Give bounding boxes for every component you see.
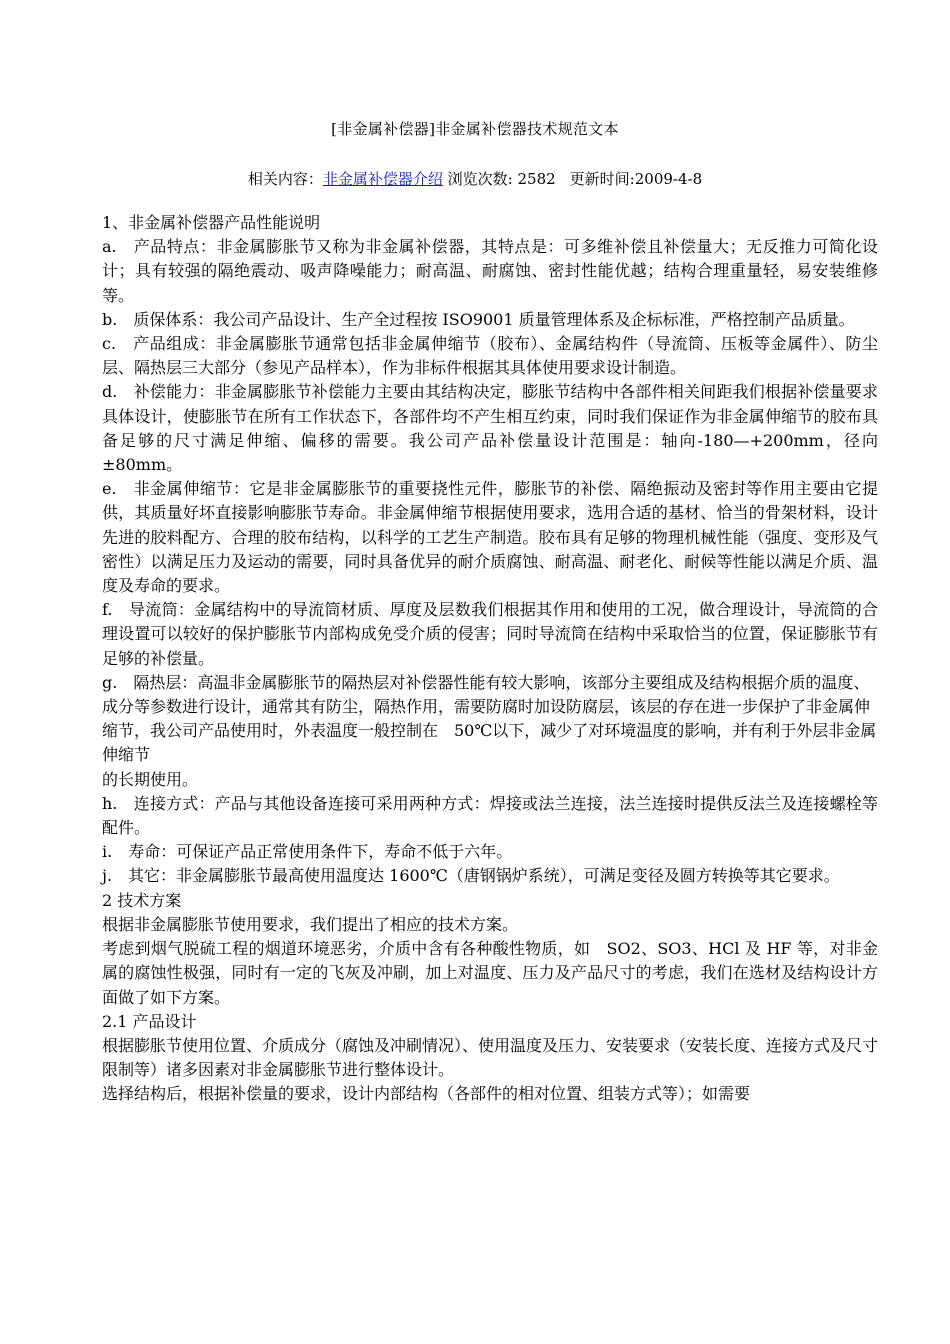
section-heading-2-1: 2.1 产品设计 [102, 1011, 197, 1031]
paragraph-g: g. 隔热层：高温非金属膨胀节的隔热层对补偿器性能有较大影响，该部分主要组成及结构根据介质的温度、成分等参数进行设计，通常其有防尘，隔热作用，需要防腐时加设防腐层，该层的存在进一步保护了非金属伸缩节，我公司产品使用时，外表温度一般控制在 50℃以下，减少了对环境温度的影响，并有利于外层非金属伸缩节 [102, 672, 877, 765]
paragraph-a: a. 产品特点：非金属膨胀节又称为非金属补偿器，其特点是：可多维补偿且补偿量大；无反推力可简化设计；具有较强的隔绝震动、吸声降噪能力；耐高温、耐腐蚀、密封性能优越；结构合理重量轻，易安装维修等。 [102, 237, 878, 305]
paragraph-d: d. 补偿能力：非金属膨胀节补偿能力主要由其结构决定，膨胀节结构中各部件相关间距我们根据补偿量要求具体设计，使膨胀节在所有工作状态下，各部件均不产生相互约束，同时我们保证作为非金属伸缩节的胶布具备足够的尺寸满足伸缩、偏移的需要。我公司产品补偿量设计范围是：轴向-180—+200mm，径向±80mm。 [102, 382, 878, 475]
paragraph-b: b. 质保体系：我公司产品设计、生产全过程按 ISO9001 质量管理体系及企标标准，严格控制产品质量。 [102, 309, 855, 329]
paragraph-j: j. 其它：非金属膨胀节最高使用温度达 1600℃（唐钢锅炉系统），可满足变径及圆方转换等其它要求。 [102, 866, 840, 886]
paragraph-h: h. 连接方式：产品与其他设备连接可采用两种方式：焊接或法兰连接，法兰连接时提供反法兰及连接螺栓等配件。 [102, 793, 878, 838]
paragraph-g-continued: 的长期使用。 [102, 769, 199, 789]
paragraph-2-environment: 考虑到烟气脱硫工程的烟道环境恶劣，介质中含有各种酸性物质，如 SO2、SO3、HCl 及 HF 等，对非金属的腐蚀性极强，同时有一定的飞灰及冲刷，加上对温度、压力及产品尺寸的考虑，我们在选材及结构设计方面做了如下方案。 [102, 939, 878, 1007]
update-time: 更新时间:2009-4-8 [569, 170, 703, 188]
document-meta [0, 169, 950, 189]
related-link[interactable]: 非金属补偿器介绍 [322, 170, 443, 188]
document-title: [非金属补偿器]非金属补偿器技术规范文本 [331, 120, 619, 138]
paragraph-c: c. 产品组成：非金属膨胀节通常包括非金属伸缩节（胶布）、金属结构件（导流筒、压板等金属件）、防尘层、隔热层三大部分（参见产品样本），作为非标件根据其具体使用要求设计制造。 [102, 334, 878, 378]
paragraph-e: e. 非金属伸缩节：它是非金属膨胀节的重要挠性元件，膨胀节的补偿、隔绝振动及密封等作用主要由它提供，其质量好坏直接影响膨胀节寿命。非金属伸缩节根据使用要求，选用合适的基材、恰当的骨架材料，设计先进的胶料配方、合理的胶布结构，以科学的工艺生产制造。胶布具有足够的物理机械性能（强度、变形及气密性）以满足压力及运动的需要，同时具备优异的耐介质腐蚀、耐高温、耐老化、耐候等性能以满足介质、温度及寿命的要求。 [102, 479, 878, 596]
related-label: 相关内容： [247, 170, 323, 188]
document-body [102, 211, 878, 1107]
paragraph-i: i. 寿命：可保证产品正常使用条件下，寿命不低于六年。 [102, 842, 513, 862]
paragraph-2-1-design: 根据膨胀节使用位置、介质成分（腐蚀及冲刷情况）、使用温度及压力、安装要求（安装长度、连接方式及尺寸限制等）诸多因素对非金属膨胀节进行整体设计。 [102, 1035, 879, 1080]
view-count: 浏览次数: 2582 [447, 170, 556, 188]
section-heading-2: 2 技术方案 [102, 890, 182, 910]
paragraph-2-1-structure: 选择结构后，根据补偿量的要求，设计内部结构（各部件的相对位置、组装方式等）；如需要 [102, 1084, 751, 1104]
paragraph-2-intro: 根据非金属膨胀节使用要求，我们提出了相应的技术方案。 [102, 914, 519, 934]
section-heading-1: 1、非金属补偿器产品性能说明 [102, 213, 321, 232]
paragraph-f: f. 导流筒：金属结构中的导流筒材质、厚度及层数我们根据其作用和使用的工况，做合理设计，导流筒的合理设置可以较好的保护膨胀节内部构成免受介质的侵害；同时导流筒在结构中采取恰当的位置，保证膨胀节有足够的补偿量。 [102, 600, 878, 668]
